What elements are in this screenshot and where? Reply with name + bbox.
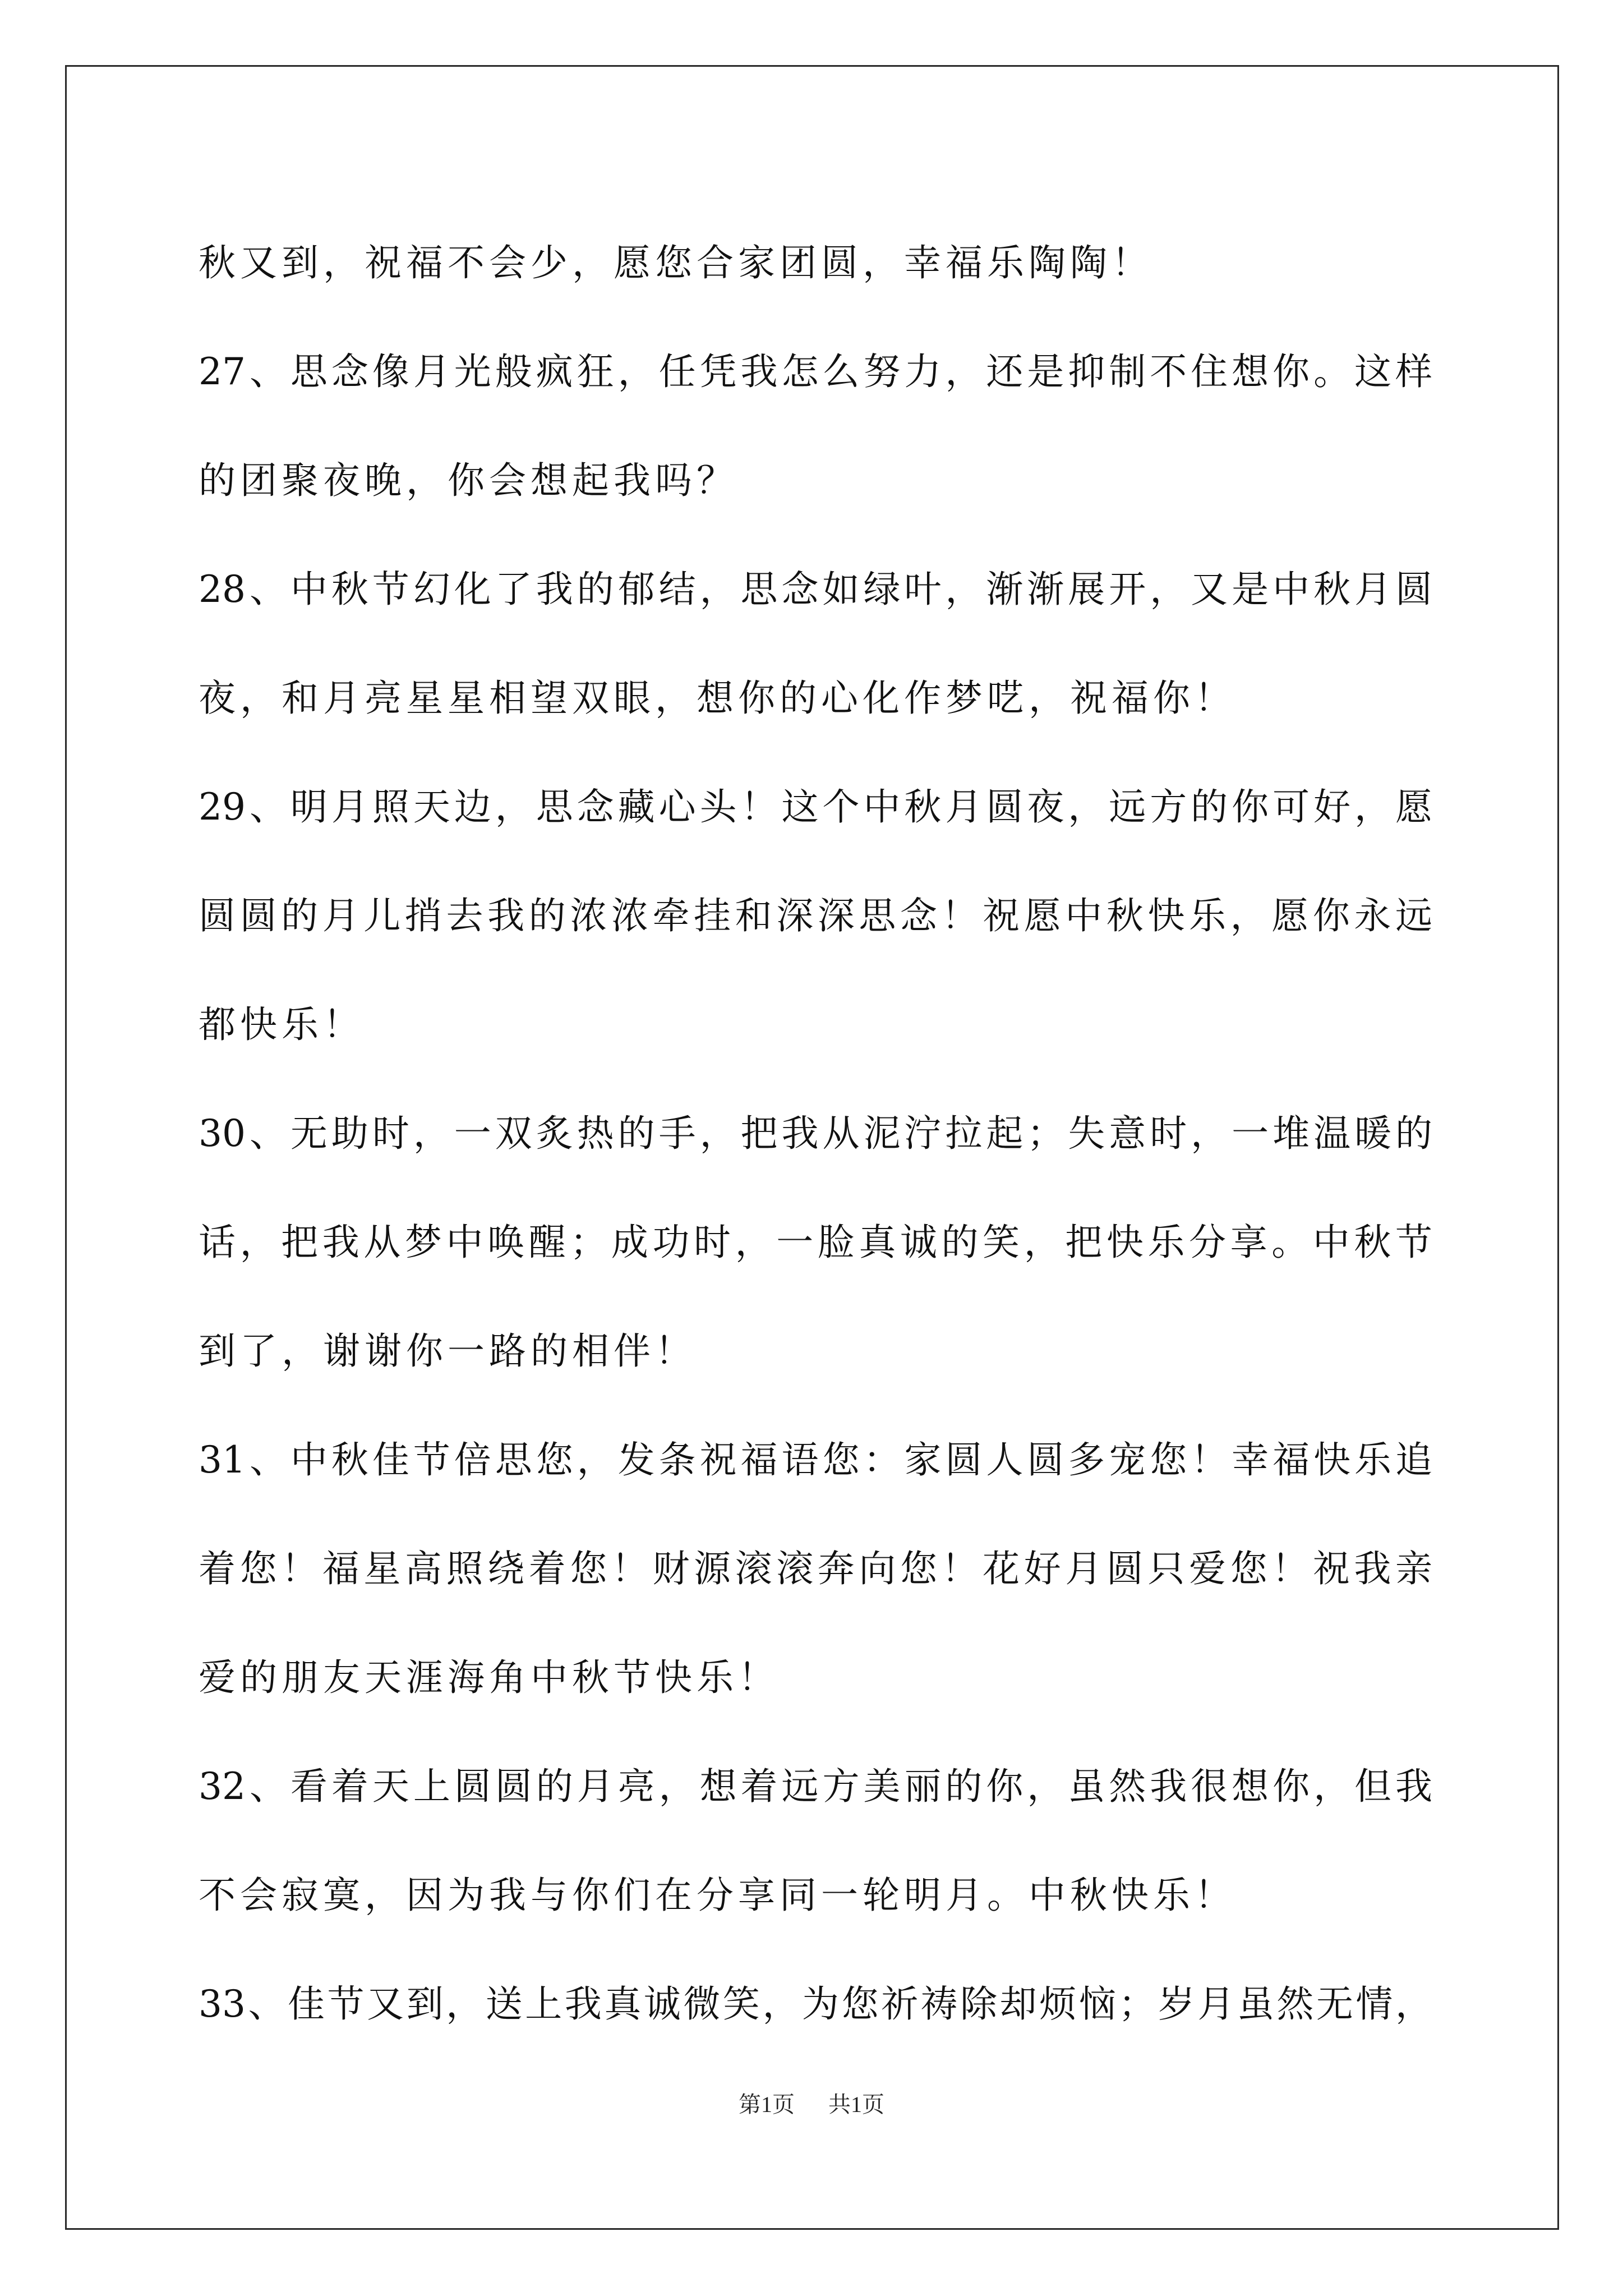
page-number: 第1页 bbox=[739, 2092, 795, 2117]
text-line: 33、佳节又到，送上我真诚微笑，为您祈祷除却烦恼；岁月虽然无情， bbox=[199, 1982, 1432, 2026]
text-line: 的团聚夜晚，你会想起我吗？ bbox=[199, 459, 738, 502]
text-line: 爱的朋友天涯海角中秋节快乐！ bbox=[199, 1656, 780, 1699]
text-line: 到了，谢谢你一路的相伴！ bbox=[199, 1329, 697, 1373]
text-line: 29、明月照天边，思念藏心头！这个中秋月圆夜，远方的你可好，愿 bbox=[199, 785, 1432, 829]
text-line: 32、看着天上圆圆的月亮，想着远方美丽的你，虽然我很想你，但我 bbox=[199, 1765, 1432, 1808]
document-body bbox=[199, 209, 1432, 2059]
text-line: 28、中秋节幻化了我的郁结，思念如绿叶，渐渐展开，又是中秋月圆 bbox=[199, 568, 1432, 611]
text-line: 着您！福星高照绕着您！财源滚滚奔向您！花好月圆只爱您！祝我亲 bbox=[199, 1547, 1432, 1590]
text-line: 秋又到，祝福不会少，愿您合家团圆，幸福乐陶陶！ bbox=[199, 241, 1153, 284]
text-line: 圆圆的月儿捎去我的浓浓牵挂和深深思念！祝愿中秋快乐，愿你永远 bbox=[199, 894, 1432, 937]
text-line: 都快乐！ bbox=[199, 1003, 365, 1046]
page-total: 共1页 bbox=[828, 2092, 884, 2117]
page-footer bbox=[0, 2087, 1623, 2119]
text-line: 31、中秋佳节倍思您，发条祝福语您：家圆人圆多宠您！幸福快乐追 bbox=[199, 1438, 1432, 1481]
text-line: 不会寂寞，因为我与你们在分享同一轮明月。中秋快乐！ bbox=[199, 1874, 1236, 1917]
text-line: 话，把我从梦中唤醒；成功时，一脸真诚的笑，把快乐分享。中秋节 bbox=[199, 1221, 1432, 1264]
text-line: 夜，和月亮星星相望双眼，想你的心化作梦呓，祝福你！ bbox=[199, 677, 1236, 720]
text-line: 30、无助时，一双炙热的手，把我从泥泞拉起；失意时，一堆温暖的 bbox=[199, 1112, 1432, 1155]
text-line: 27、思念像月光般疯狂，任凭我怎么努力，还是抑制不住想你。这样 bbox=[199, 350, 1432, 393]
